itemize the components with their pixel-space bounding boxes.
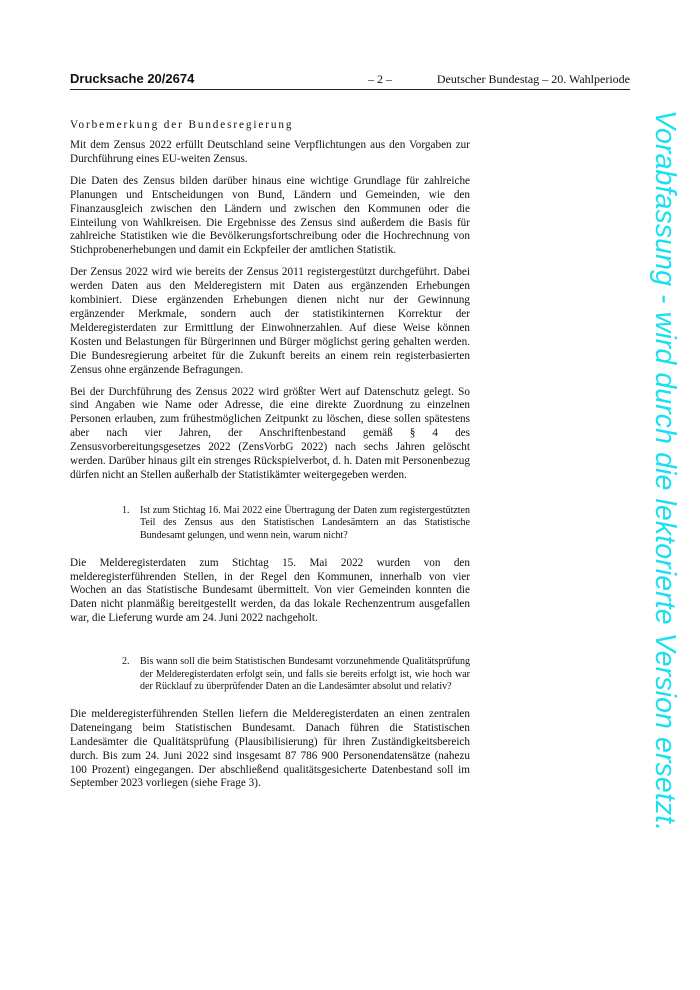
preliminary-remark-title: Vorbemerkung der Bundesregierung: [70, 119, 294, 131]
page-body: [70, 119, 470, 799]
page-header: [70, 71, 630, 90]
answer-1: Die Melderegisterdaten zum Stichtag 15. Mai 2022 wurden von den melderegisterführenden Stellen, in der Regel den Kommunen, innerhalb von vier Wochen an das Statistische Bundesamt übermittelt. Von vier Gemeinden konnten die Daten nicht planmäßig bereitgestellt werden, da das lokale Rechenzentrum ausgefallen war, die Lieferung wurde am 24. Juni 2022 nachgeholt.: [70, 556, 470, 625]
question-text: Bis wann soll die beim Statistischen Bundesamt vorzunehmende Qualitätsprüfung der Melderegisterdaten erfolgt sein, und falls sie bereits erfolgt ist, wie hoch war der Rücklauf zu überprüfender Daten an die Landesämter absolut und relativ?: [140, 656, 470, 693]
document-number-value: 2674: [165, 71, 195, 86]
question-2: [122, 656, 470, 694]
page-number: – 2 –: [368, 72, 392, 86]
answer-2: Die melderegisterführenden Stellen liefern die Melderegisterdaten an einen zentralen Dateneingang beim Statistischen Bundesamt. Danach führen die Statistischen Landesämter die Qualitätsprüfung (Plausibilisierung) für ihren Zuständigkeitsbereich durch. Bis zum 24. Juni 2022 sind insgesamt 87 786 900 Personendatensätze (nahezu 100 Prozent) eingegangen. Der abschließend qualitätsgesicherte Datenbestand soll im September 2023 vorliegen (siehe Frage 3).: [70, 707, 470, 790]
publisher-line: Deutscher Bundestag – 20. Wahlperiode: [436, 72, 630, 86]
intro-paragraph: Der Zensus 2022 wird wie bereits der Zensus 2011 registergestützt durchgeführt. Dabei werden Daten aus den Melderegistern mit Daten aus ergänzenden Erhebungen kombiniert. Diese ergänzenden Erhebungen dienen nicht nur der Gewinnung ergänzender Merkmale, sondern auch der statistikinternen Korrektur der Melderegisterdaten zur Ermittlung der Einwohnerzahlen. Auf diese Weise können Kosten und Belastungen für Bürgerinnen und Bürger möglichst gering gehalten werden. Die Bundesregierung arbeitet für die Zukunft bereits an einem rein registerbasierten Zensus ohne ergänzende Befragungen.: [70, 266, 470, 376]
intro-paragraph: Die Daten des Zensus bilden darüber hinaus eine wichtige Grundlage für zahlreiche Planungen und Entscheidungen von Bund, Ländern und Gemeinden, wie den Finanzausgleich zwischen den Ländern und zwischen den Kommunen oder die Einteilung von Wahlkreisen. Die Ergebnisse des Zensus sind außerdem die Basis für zahlreiche Statistiken wie die Bevölkerungsfortschreibung oder die Hochrechnung von Stichprobenerhebungen und damit ein Eckpfeiler der amtlichen Statistik.: [70, 174, 470, 257]
question-number: 1.: [122, 504, 130, 516]
draft-watermark: Vorabfassung - wird durch die lektorierte Version ersetzt.: [649, 110, 681, 832]
intro-paragraph: Bei der Durchführung des Zensus 2022 wird größter Wert auf Datenschutz gelegt. So sind Angaben wie Name oder Adresse, die eine direkte Zuordnung zu einzelnen Personen erlauben, zum frühestmöglichen Zeitpunkt zu löschen, diese sollen spätestens aber nach vier Jahren, der Anschriftenbestand gemäß § 4 des Zensusvorbereitungsgesetzes 2022 (ZensVorbG 2022) nach sechs Jahren gelöscht werden. Darüber hinaus gilt ein strenges Rückspielverbot, d. h. Daten mit Personenbezug dürfen nicht an Stellen außerhalb der Statistikämter weitergegeben werden.: [70, 385, 470, 481]
document-label: Drucksache 20/: [70, 71, 166, 86]
question-text: Ist zum Stichtag 16. Mai 2022 eine Übertragung der Daten zum registergestützten Teil des Zensus aus den Statistischen Landesämtern an das Statistische Bundesamt gelungen, und wenn nein, warum nicht?: [140, 504, 470, 542]
question-number: 2.: [122, 656, 130, 668]
document-number: [70, 71, 194, 86]
intro-paragraph: Mit dem Zensus 2022 erfüllt Deutschland seine Verpflichtungen aus den Vorgaben zur Durchführung eines EU-weiten Zensus.: [70, 139, 470, 165]
question-1: [122, 505, 470, 543]
